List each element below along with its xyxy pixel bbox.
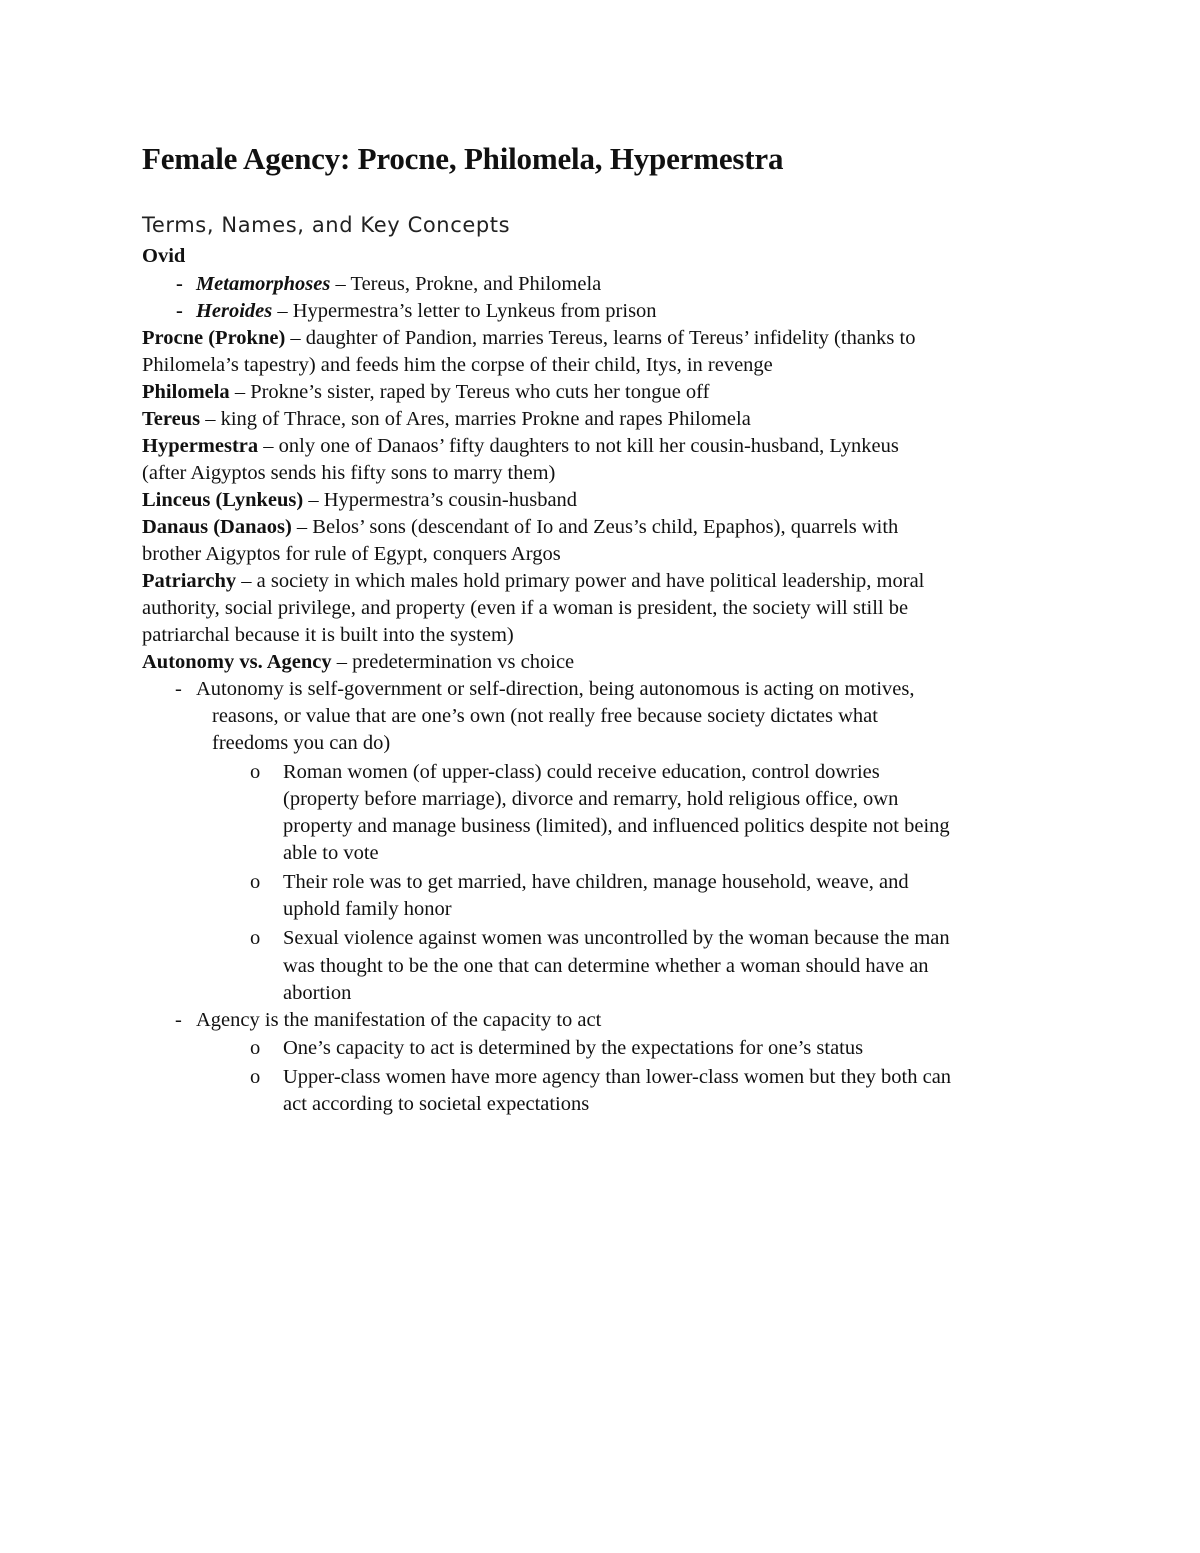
document-title: Female Agency: Procne, Philomela, Hypermestra <box>142 141 784 176</box>
term-name: Hypermestra <box>142 435 259 457</box>
term-definition: – only one of Danaos’ fifty daughters to not kill her cousin-husband, Lynkeus <box>258 435 899 457</box>
work-desc: – Hypermestra’s letter to Lynkeus from prison <box>272 300 657 322</box>
term-name: Danaus (Danaos) <box>142 516 292 538</box>
sub-bullet-text-cont: was thought to be the one that can determine whether a woman should have an <box>283 955 929 977</box>
circle-bullet: o <box>250 927 261 949</box>
term-name: Procne (Prokne) <box>142 327 286 349</box>
term-name: Linceus (Lynkeus) <box>142 489 304 511</box>
term-entry <box>142 649 574 675</box>
list-item <box>176 271 601 297</box>
section-heading: Terms, Names, and Key Concepts <box>142 213 511 237</box>
term-definition-cont: Philomela’s tapestry) and feeds him the corpse of their child, Itys, in revenge <box>142 354 773 376</box>
sub-bullet-text: Their role was to get married, have children, manage household, weave, and <box>283 871 909 893</box>
sub-bullet-text: Sexual violence against women was uncontrolled by the woman because the man <box>283 927 950 949</box>
term-definition: – Prokne’s sister, raped by Tereus who cuts her tongue off <box>229 381 710 403</box>
circle-bullet: o <box>250 1066 261 1088</box>
bullet-text-cont: reasons, or value that are one’s own (not really free because society dictates what <box>212 705 878 727</box>
term-definition: – a society in which males hold primary power and have political leadership, moral <box>236 570 925 592</box>
bullet-text-cont: freedoms you can do) <box>212 732 391 754</box>
term-entry <box>142 568 924 594</box>
term-definition: – Belos’ sons (descendant of Io and Zeus’s child, Epaphos), quarrels with <box>291 516 899 538</box>
list-item <box>176 298 657 324</box>
dash-marker: - <box>175 1009 182 1031</box>
sub-bullet-text-cont: uphold family honor <box>283 898 452 920</box>
term-definition: – predetermination vs choice <box>331 651 575 673</box>
circle-bullet: o <box>250 761 261 783</box>
sub-bullet-text: One’s capacity to act is determined by the expectations for one’s status <box>283 1037 864 1059</box>
term-name: Patriarchy <box>142 570 237 592</box>
bullet-text: Autonomy is self-government or self-direction, being autonomous is acting on motives, <box>196 678 915 700</box>
work-desc: – Tereus, Prokne, and Philomela <box>330 273 602 295</box>
circle-bullet: o <box>250 871 261 893</box>
term-entry <box>142 325 915 351</box>
term-definition-cont: (after Aigyptos sends his fifty sons to marry them) <box>142 462 556 484</box>
term-entry <box>142 514 898 540</box>
term-definition: – Hypermestra’s cousin-husband <box>303 489 578 511</box>
circle-bullet: o <box>250 1037 261 1059</box>
term-name: Autonomy vs. Agency <box>142 651 332 673</box>
ovid-label: Ovid <box>142 245 186 267</box>
sub-bullet-text: Roman women (of upper-class) could receive education, control dowries <box>283 761 880 783</box>
term-definition: – king of Thrace, son of Ares, marries Prokne and rapes Philomela <box>200 408 751 430</box>
dash-marker: - <box>175 678 182 700</box>
sub-bullet-text-cont: property and manage business (limited), and influenced politics despite not being <box>283 815 950 837</box>
term-definition-cont: patriarchal because it is built into the system) <box>142 624 514 646</box>
dash-marker: - <box>176 300 183 322</box>
work-title: Heroides <box>195 300 273 322</box>
term-entry <box>142 406 751 432</box>
bullet-text: Agency is the manifestation of the capacity to act <box>196 1009 602 1031</box>
sub-bullet-text-cont: (property before marriage), divorce and remarry, hold religious office, own <box>283 788 899 810</box>
work-title: Metamorphoses <box>195 273 331 295</box>
term-entry <box>142 487 577 513</box>
term-entry <box>142 433 899 459</box>
term-definition-cont: brother Aigyptos for rule of Egypt, conquers Argos <box>142 543 561 565</box>
term-name: Philomela <box>142 381 230 403</box>
term-name: Tereus <box>142 408 201 430</box>
sub-bullet-text: Upper-class women have more agency than lower-class women but they both can <box>283 1066 952 1088</box>
sub-bullet-text-cont: able to vote <box>283 842 379 864</box>
term-definition-cont: authority, social privilege, and property (even if a woman is president, the society will still be <box>142 597 909 619</box>
sub-bullet-text-cont: abortion <box>283 982 352 1004</box>
dash-marker: - <box>176 273 183 295</box>
sub-bullet-text-cont: act according to societal expectations <box>283 1093 590 1115</box>
term-definition: – daughter of Pandion, marries Tereus, learns of Tereus’ infidelity (thanks to <box>285 327 916 349</box>
term-entry <box>142 379 709 405</box>
